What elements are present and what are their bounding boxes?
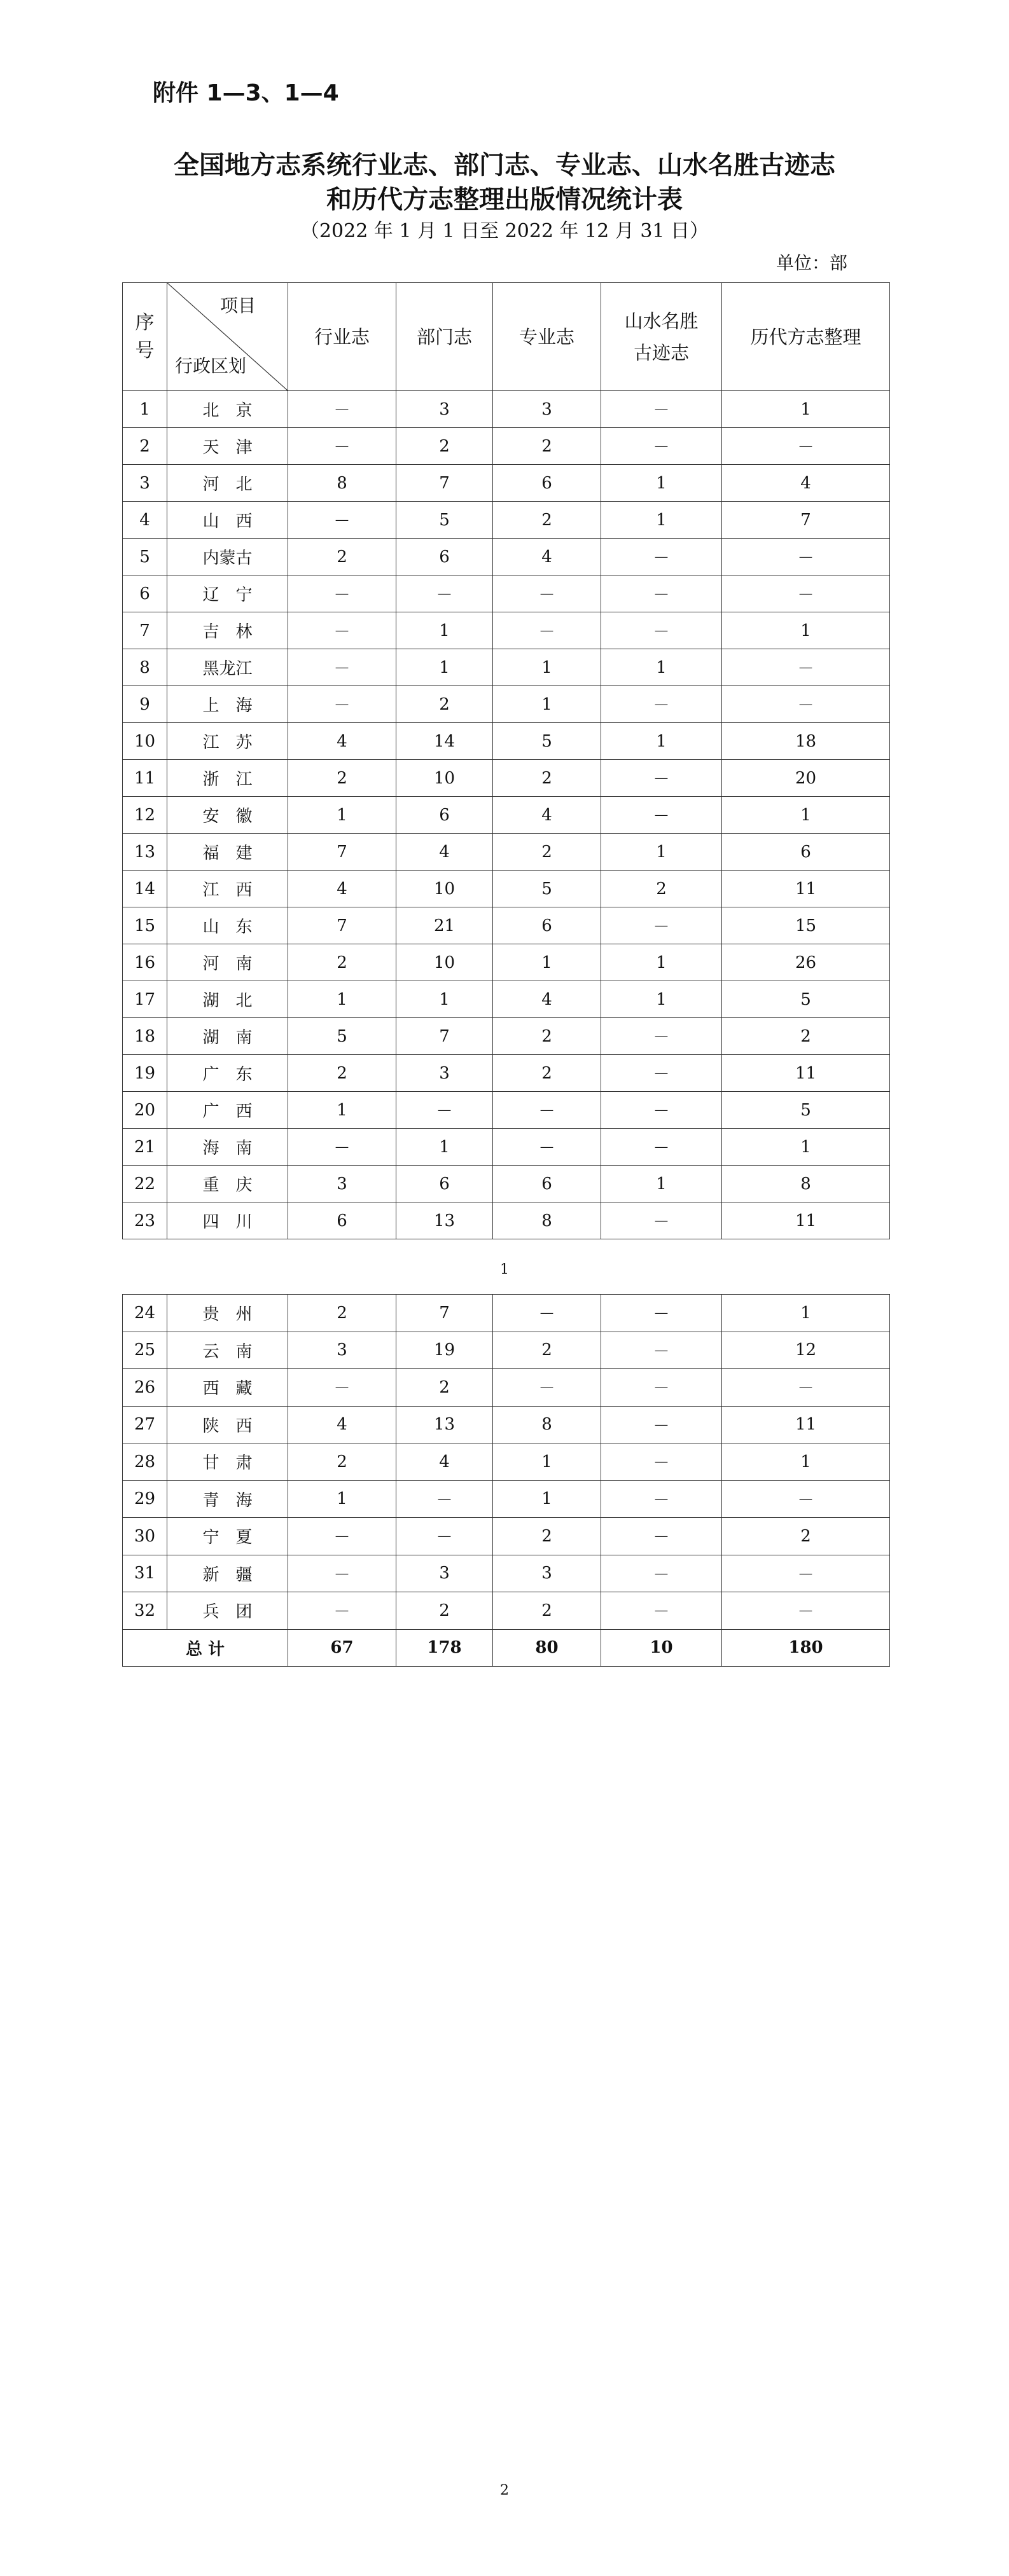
scenic-count: － bbox=[601, 1018, 722, 1055]
department-count: － bbox=[396, 575, 493, 612]
scenic-count: － bbox=[601, 797, 722, 834]
header-historical: 历代方志整理 bbox=[722, 283, 890, 391]
region-name: 广 东 bbox=[167, 1055, 288, 1092]
table-row bbox=[123, 834, 890, 871]
specialized-count: 8 bbox=[493, 1406, 601, 1443]
row-number: 5 bbox=[123, 539, 167, 575]
historical-count: 12 bbox=[722, 1332, 890, 1369]
table-row bbox=[123, 1332, 890, 1369]
historical-count: 4 bbox=[722, 465, 890, 502]
row-number: 11 bbox=[123, 760, 167, 797]
industry-count: － bbox=[288, 612, 396, 649]
historical-count: － bbox=[722, 428, 890, 465]
region-name: 上 海 bbox=[167, 686, 288, 723]
row-number: 28 bbox=[123, 1443, 167, 1481]
department-count: 10 bbox=[396, 871, 493, 907]
scenic-count: － bbox=[601, 1129, 722, 1166]
specialized-count: 5 bbox=[493, 723, 601, 760]
department-count: 3 bbox=[396, 391, 493, 428]
scenic-count: － bbox=[601, 1518, 722, 1555]
table-row bbox=[123, 502, 890, 539]
industry-count: 4 bbox=[288, 1406, 396, 1443]
scenic-count: － bbox=[601, 391, 722, 428]
region-name: 北 京 bbox=[167, 391, 288, 428]
department-count: 2 bbox=[396, 686, 493, 723]
table-row bbox=[123, 1018, 890, 1055]
table-row bbox=[123, 575, 890, 612]
table-row bbox=[123, 1369, 890, 1407]
industry-count: － bbox=[288, 1592, 396, 1630]
historical-count: 11 bbox=[722, 871, 890, 907]
header-scenic-line-1: 山水名胜 bbox=[624, 310, 699, 332]
specialized-count: 2 bbox=[493, 428, 601, 465]
historical-count: 1 bbox=[722, 1443, 890, 1481]
table-row bbox=[123, 1518, 890, 1555]
date-range-subtitle: （2022 年 1 月 1 日至 2022 年 12 月 31 日） bbox=[300, 220, 709, 242]
region-name: 四 川 bbox=[167, 1202, 288, 1239]
scenic-count: － bbox=[601, 612, 722, 649]
total-historical-count: 180 bbox=[722, 1629, 890, 1667]
specialized-count: － bbox=[493, 612, 601, 649]
department-count: 7 bbox=[396, 1295, 493, 1332]
row-number: 16 bbox=[123, 944, 167, 981]
page-number-2: 2 bbox=[500, 2483, 509, 2498]
department-count: 7 bbox=[396, 465, 493, 502]
historical-count: 1 bbox=[722, 797, 890, 834]
historical-count: 26 bbox=[722, 944, 890, 981]
scenic-count: 1 bbox=[601, 981, 722, 1018]
table-row bbox=[123, 391, 890, 428]
historical-count: 8 bbox=[722, 1166, 890, 1202]
header-seq bbox=[123, 283, 167, 391]
industry-count: 2 bbox=[288, 944, 396, 981]
scenic-count: － bbox=[601, 428, 722, 465]
scenic-count: － bbox=[601, 686, 722, 723]
row-number: 30 bbox=[123, 1518, 167, 1555]
row-number: 27 bbox=[123, 1406, 167, 1443]
row-number: 13 bbox=[123, 834, 167, 871]
specialized-count: 6 bbox=[493, 1166, 601, 1202]
table-row bbox=[123, 1443, 890, 1481]
header-diagonal-cell bbox=[167, 283, 288, 391]
row-number: 14 bbox=[123, 871, 167, 907]
row-number: 23 bbox=[123, 1202, 167, 1239]
row-number: 4 bbox=[123, 502, 167, 539]
region-name: 辽 宁 bbox=[167, 575, 288, 612]
industry-count: 3 bbox=[288, 1332, 396, 1369]
region-name: 山 西 bbox=[167, 502, 288, 539]
department-count: 7 bbox=[396, 1018, 493, 1055]
row-number: 9 bbox=[123, 686, 167, 723]
table-row bbox=[123, 1092, 890, 1129]
scenic-count: － bbox=[601, 1332, 722, 1369]
table-row bbox=[123, 723, 890, 760]
department-count: 10 bbox=[396, 944, 493, 981]
statistics-table-part-2 bbox=[122, 1294, 890, 1667]
specialized-count: － bbox=[493, 575, 601, 612]
department-count: 2 bbox=[396, 428, 493, 465]
row-number: 22 bbox=[123, 1166, 167, 1202]
total-row bbox=[123, 1629, 890, 1667]
scenic-count: － bbox=[601, 1092, 722, 1129]
row-number: 7 bbox=[123, 612, 167, 649]
department-count: 5 bbox=[396, 502, 493, 539]
specialized-count: 1 bbox=[493, 944, 601, 981]
specialized-count: 1 bbox=[493, 649, 601, 686]
scenic-count: 2 bbox=[601, 871, 722, 907]
region-name: 兵 团 bbox=[167, 1592, 288, 1630]
specialized-count: 1 bbox=[493, 1443, 601, 1481]
historical-count: － bbox=[722, 1369, 890, 1407]
row-number: 29 bbox=[123, 1480, 167, 1518]
industry-count: 1 bbox=[288, 1092, 396, 1129]
historical-count: 2 bbox=[722, 1018, 890, 1055]
row-number: 26 bbox=[123, 1369, 167, 1407]
specialized-count: 4 bbox=[493, 539, 601, 575]
table-row bbox=[123, 1480, 890, 1518]
attachment-label: 附件 1—3、1—4 bbox=[153, 80, 339, 106]
specialized-count: 2 bbox=[493, 760, 601, 797]
row-number: 1 bbox=[123, 391, 167, 428]
historical-count: 18 bbox=[722, 723, 890, 760]
row-number: 17 bbox=[123, 981, 167, 1018]
specialized-count: 3 bbox=[493, 391, 601, 428]
region-name: 重 庆 bbox=[167, 1166, 288, 1202]
table-header-row bbox=[123, 283, 890, 391]
row-number: 24 bbox=[123, 1295, 167, 1332]
department-count: 2 bbox=[396, 1592, 493, 1630]
scenic-count: － bbox=[601, 1592, 722, 1630]
table-row bbox=[123, 871, 890, 907]
row-number: 10 bbox=[123, 723, 167, 760]
industry-count: － bbox=[288, 391, 396, 428]
scenic-count: － bbox=[601, 1202, 722, 1239]
table-row bbox=[123, 1592, 890, 1630]
row-number: 31 bbox=[123, 1555, 167, 1592]
table-row bbox=[123, 1166, 890, 1202]
department-count: 14 bbox=[396, 723, 493, 760]
region-name: 新 疆 bbox=[167, 1555, 288, 1592]
historical-count: 1 bbox=[722, 391, 890, 428]
region-name: 黑龙江 bbox=[167, 649, 288, 686]
region-name: 山 东 bbox=[167, 907, 288, 944]
table-row bbox=[123, 428, 890, 465]
table-title-line-2: 和历代方志整理出版情况统计表 bbox=[326, 185, 683, 214]
region-name: 内蒙古 bbox=[167, 539, 288, 575]
scenic-count: － bbox=[601, 1369, 722, 1407]
specialized-count: 1 bbox=[493, 1480, 601, 1518]
region-name: 西 藏 bbox=[167, 1369, 288, 1407]
industry-count: 2 bbox=[288, 1443, 396, 1481]
table-row bbox=[123, 944, 890, 981]
historical-count: 15 bbox=[722, 907, 890, 944]
table-row bbox=[123, 797, 890, 834]
total-department-count: 178 bbox=[396, 1629, 493, 1667]
specialized-count: 1 bbox=[493, 686, 601, 723]
specialized-count: 5 bbox=[493, 871, 601, 907]
table-row bbox=[123, 1555, 890, 1592]
historical-count: － bbox=[722, 1480, 890, 1518]
scenic-count: － bbox=[601, 1443, 722, 1481]
region-name: 青 海 bbox=[167, 1480, 288, 1518]
department-count: 6 bbox=[396, 539, 493, 575]
industry-count: － bbox=[288, 1369, 396, 1407]
industry-count: 8 bbox=[288, 465, 396, 502]
region-name: 云 南 bbox=[167, 1332, 288, 1369]
department-count: 3 bbox=[396, 1055, 493, 1092]
region-name: 福 建 bbox=[167, 834, 288, 871]
table-row bbox=[123, 907, 890, 944]
historical-count: 11 bbox=[722, 1406, 890, 1443]
header-seq-top: 序 bbox=[135, 311, 155, 334]
historical-count: 5 bbox=[722, 981, 890, 1018]
industry-count: 2 bbox=[288, 539, 396, 575]
region-name: 湖 南 bbox=[167, 1018, 288, 1055]
industry-count: 6 bbox=[288, 1202, 396, 1239]
industry-count: 2 bbox=[288, 1295, 396, 1332]
department-count: 2 bbox=[396, 1369, 493, 1407]
department-count: 6 bbox=[396, 1166, 493, 1202]
industry-count: － bbox=[288, 1518, 396, 1555]
scenic-count: － bbox=[601, 1555, 722, 1592]
row-number: 2 bbox=[123, 428, 167, 465]
region-name: 湖 北 bbox=[167, 981, 288, 1018]
header-scenic bbox=[601, 283, 722, 391]
scenic-count: － bbox=[601, 1406, 722, 1443]
header-region: 行政区划 bbox=[175, 355, 247, 376]
table-row bbox=[123, 649, 890, 686]
statistics-table-part-1 bbox=[122, 282, 890, 1239]
scenic-count: － bbox=[601, 575, 722, 612]
header-specialized: 专业志 bbox=[493, 283, 601, 391]
row-number: 32 bbox=[123, 1592, 167, 1630]
specialized-count: 6 bbox=[493, 907, 601, 944]
table-row bbox=[123, 1202, 890, 1239]
row-number: 25 bbox=[123, 1332, 167, 1369]
region-name: 河 北 bbox=[167, 465, 288, 502]
scenic-count: － bbox=[601, 1480, 722, 1518]
row-number: 6 bbox=[123, 575, 167, 612]
department-count: 3 bbox=[396, 1555, 493, 1592]
region-name: 安 徽 bbox=[167, 797, 288, 834]
historical-count: 1 bbox=[722, 1295, 890, 1332]
industry-count: 1 bbox=[288, 981, 396, 1018]
specialized-count: 4 bbox=[493, 797, 601, 834]
department-count: 1 bbox=[396, 981, 493, 1018]
total-label: 总 计 bbox=[123, 1629, 288, 1667]
industry-count: 7 bbox=[288, 834, 396, 871]
industry-count: 1 bbox=[288, 797, 396, 834]
specialized-count: 3 bbox=[493, 1555, 601, 1592]
table-row bbox=[123, 1055, 890, 1092]
total-specialized-count: 80 bbox=[493, 1629, 601, 1667]
specialized-count: 2 bbox=[493, 1055, 601, 1092]
page-number-1: 1 bbox=[500, 1262, 509, 1278]
region-name: 海 南 bbox=[167, 1129, 288, 1166]
scenic-count: 1 bbox=[601, 649, 722, 686]
row-number: 19 bbox=[123, 1055, 167, 1092]
specialized-count: － bbox=[493, 1369, 601, 1407]
historical-count: 11 bbox=[722, 1202, 890, 1239]
industry-count: － bbox=[288, 1129, 396, 1166]
total-scenic-count: 10 bbox=[601, 1629, 722, 1667]
region-name: 广 西 bbox=[167, 1092, 288, 1129]
department-count: － bbox=[396, 1518, 493, 1555]
table-row bbox=[123, 1295, 890, 1332]
scenic-count: 1 bbox=[601, 502, 722, 539]
table-row bbox=[123, 612, 890, 649]
specialized-count: 2 bbox=[493, 834, 601, 871]
scenic-count: － bbox=[601, 760, 722, 797]
department-count: 4 bbox=[396, 1443, 493, 1481]
department-count: 21 bbox=[396, 907, 493, 944]
row-number: 3 bbox=[123, 465, 167, 502]
specialized-count: 2 bbox=[493, 502, 601, 539]
header-item: 项目 bbox=[219, 295, 256, 316]
region-name: 甘 肃 bbox=[167, 1443, 288, 1481]
department-count: 1 bbox=[396, 612, 493, 649]
region-name: 天 津 bbox=[167, 428, 288, 465]
specialized-count: 4 bbox=[493, 981, 601, 1018]
historical-count: 2 bbox=[722, 1518, 890, 1555]
region-name: 贵 州 bbox=[167, 1295, 288, 1332]
region-name: 江 苏 bbox=[167, 723, 288, 760]
row-number: 21 bbox=[123, 1129, 167, 1166]
historical-count: 11 bbox=[722, 1055, 890, 1092]
scenic-count: － bbox=[601, 907, 722, 944]
historical-count: 6 bbox=[722, 834, 890, 871]
region-name: 陕 西 bbox=[167, 1406, 288, 1443]
industry-count: 2 bbox=[288, 760, 396, 797]
scenic-count: 1 bbox=[601, 723, 722, 760]
unit-label: 单位：部 bbox=[776, 252, 848, 273]
historical-count: 1 bbox=[722, 612, 890, 649]
scenic-count: 1 bbox=[601, 1166, 722, 1202]
department-count: 1 bbox=[396, 1129, 493, 1166]
industry-count: 7 bbox=[288, 907, 396, 944]
historical-count: － bbox=[722, 539, 890, 575]
specialized-count: － bbox=[493, 1129, 601, 1166]
historical-count: 7 bbox=[722, 502, 890, 539]
header-department: 部门志 bbox=[396, 283, 493, 391]
row-number: 8 bbox=[123, 649, 167, 686]
specialized-count: 2 bbox=[493, 1518, 601, 1555]
table-row bbox=[123, 539, 890, 575]
specialized-count: － bbox=[493, 1092, 601, 1129]
region-name: 吉 林 bbox=[167, 612, 288, 649]
historical-count: － bbox=[722, 1555, 890, 1592]
table-row bbox=[123, 686, 890, 723]
scenic-count: － bbox=[601, 539, 722, 575]
historical-count: 20 bbox=[722, 760, 890, 797]
industry-count: 3 bbox=[288, 1166, 396, 1202]
specialized-count: － bbox=[493, 1295, 601, 1332]
historical-count: － bbox=[722, 686, 890, 723]
industry-count: － bbox=[288, 428, 396, 465]
scenic-count: － bbox=[601, 1055, 722, 1092]
department-count: 10 bbox=[396, 760, 493, 797]
historical-count: － bbox=[722, 649, 890, 686]
historical-count: 1 bbox=[722, 1129, 890, 1166]
table-row bbox=[123, 760, 890, 797]
row-number: 18 bbox=[123, 1018, 167, 1055]
specialized-count: 2 bbox=[493, 1332, 601, 1369]
industry-count: － bbox=[288, 686, 396, 723]
scenic-count: 1 bbox=[601, 944, 722, 981]
scenic-count: － bbox=[601, 1295, 722, 1332]
department-count: 6 bbox=[396, 797, 493, 834]
header-seq-bottom: 号 bbox=[135, 339, 155, 362]
department-count: 13 bbox=[396, 1406, 493, 1443]
table-title-line-1: 全国地方志系统行业志、部门志、专业志、山水名胜古迹志 bbox=[174, 151, 835, 180]
scenic-count: 1 bbox=[601, 834, 722, 871]
row-number: 12 bbox=[123, 797, 167, 834]
region-name: 江 西 bbox=[167, 871, 288, 907]
table-row bbox=[123, 465, 890, 502]
header-industry: 行业志 bbox=[288, 283, 396, 391]
table-row bbox=[123, 1129, 890, 1166]
row-number: 20 bbox=[123, 1092, 167, 1129]
specialized-count: 8 bbox=[493, 1202, 601, 1239]
industry-count: － bbox=[288, 502, 396, 539]
industry-count: 4 bbox=[288, 723, 396, 760]
industry-count: － bbox=[288, 649, 396, 686]
department-count: － bbox=[396, 1092, 493, 1129]
industry-count: － bbox=[288, 575, 396, 612]
industry-count: 5 bbox=[288, 1018, 396, 1055]
department-count: 13 bbox=[396, 1202, 493, 1239]
table-row bbox=[123, 1406, 890, 1443]
header-scenic-line-2: 古迹志 bbox=[633, 341, 689, 364]
industry-count: 2 bbox=[288, 1055, 396, 1092]
industry-count: － bbox=[288, 1555, 396, 1592]
department-count: 1 bbox=[396, 649, 493, 686]
specialized-count: 2 bbox=[493, 1018, 601, 1055]
historical-count: － bbox=[722, 575, 890, 612]
region-name: 浙 江 bbox=[167, 760, 288, 797]
industry-count: 1 bbox=[288, 1480, 396, 1518]
scenic-count: 1 bbox=[601, 465, 722, 502]
department-count: 19 bbox=[396, 1332, 493, 1369]
row-number: 15 bbox=[123, 907, 167, 944]
department-count: － bbox=[396, 1480, 493, 1518]
historical-count: 5 bbox=[722, 1092, 890, 1129]
total-industry-count: 67 bbox=[288, 1629, 396, 1667]
table-row bbox=[123, 981, 890, 1018]
specialized-count: 2 bbox=[493, 1592, 601, 1630]
region-name: 宁 夏 bbox=[167, 1518, 288, 1555]
specialized-count: 6 bbox=[493, 465, 601, 502]
department-count: 4 bbox=[396, 834, 493, 871]
industry-count: 4 bbox=[288, 871, 396, 907]
historical-count: － bbox=[722, 1592, 890, 1630]
region-name: 河 南 bbox=[167, 944, 288, 981]
